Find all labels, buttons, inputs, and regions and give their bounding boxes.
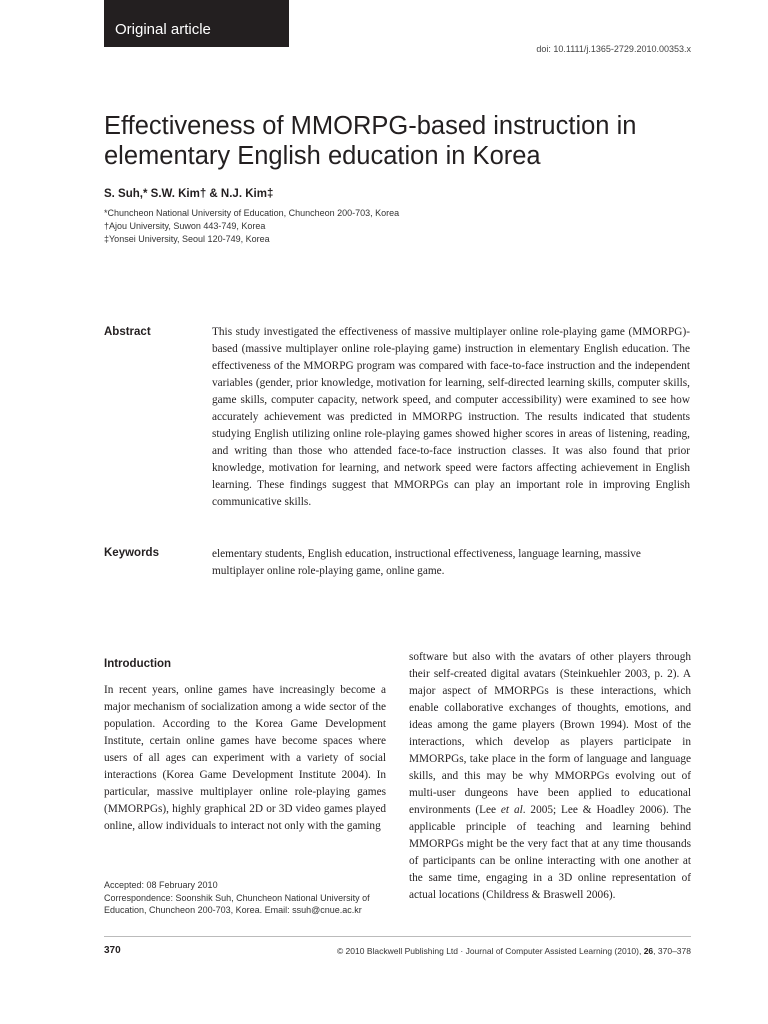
introduction-column-right: [409, 649, 691, 904]
introduction-column-left: In recent years, online games have increasingly become a major mechanism of socialization among a wide sector of the population. According to the Korea Game Development Institute, certain online games have become spaces where users of all ages can experiment with a variety of social interactions (Korea Game Development Institute 2004). In particular, massive multiplayer online role-playing games (MMORPGs), highly graphical 2D or 3D video games played online, allow individuals to interact not only with the gaming: [104, 684, 386, 832]
article-type-label: Original article: [115, 21, 211, 38]
footer-divider: [104, 936, 691, 937]
abstract-text: This study investigated the effectiveness of massive multiplayer online role-playing game (MMORPG)-based (massive multiplayer online role-playing game) instruction in elementary English education. The effectiveness of the MMORPG program was compared with face-to-face instruction and the independent variables (gender, prior knowledge, motivation for learning, self-directed learning skills, computer skills, game skills, computer capacity, network speed, and computer accessibility) were examined to see how accurately achievement was predicted in MMORPG instruction. The results indicated that students studying English utilizing online role-playing games showed higher scores in areas of listening, reading, and writing than those who attended face-to-face instruction classes. It was also found that prior knowledge, motivation for learning, and network speed were factors affecting achievement in English learning. These findings suggest that MMORPGs can play an important role in improving English communicative skills.: [212, 326, 690, 508]
article-title: Effectiveness of MMORPG-based instruction in elementary English education in Korea: [104, 112, 637, 170]
article-type-banner: [104, 0, 289, 47]
article-notes: [104, 879, 394, 917]
et-al-italic: et al: [500, 804, 523, 816]
abstract-label: Abstract: [104, 326, 151, 338]
column-right-text-b: . 2005; Lee & Hoadley 2006). The applicable principle of teaching and learning behind MMORPGs might be the very fact that at any time thousands of participants can be online interacting with one another at the same time, engaging in a 3D online representation of actual locations (Childress & Braswell 2006).: [409, 804, 692, 901]
correspondence: Correspondence: Soonshik Suh, Chuncheon National University of Education, Chuncheon 200-703, Korea. Email: ssuh@cnue.ac.kr: [104, 892, 370, 915]
page-number: 370: [104, 945, 121, 956]
footer-volume: 26: [643, 946, 654, 956]
column-right-text-a: software but also with the avatars of other players through their self-created digital avatars (Steinkuehler 2003, p. 2). A major aspect of MMORPGs is these interactions, which enable collaborative exchanges of thoughts, emotions, and ideas among the game players (Brown 1994). Most of the interactions, which develop as players participate in MMORPGs, take place in the form of language and language skills, and this may be why MMORPGs evolving out of multi-user dungeons have been applied to educational environments (Lee: [409, 651, 691, 816]
affiliation-1: *Chuncheon National University of Education, Chuncheon 200-703, Korea: [104, 208, 400, 218]
footer-pages: , 370–378: [653, 946, 691, 956]
affiliation-3: ‡Yonsei University, Seoul 120-749, Korea: [104, 234, 270, 244]
affiliation-2: †Ajou University, Suwon 443-749, Korea: [104, 221, 266, 231]
keywords-label: Keywords: [104, 547, 159, 559]
affiliations: [104, 207, 399, 246]
introduction-heading: Introduction: [104, 658, 172, 670]
footer-citation: [337, 946, 691, 956]
doi[interactable]: doi: 10.1111/j.1365-2729.2010.00353.x: [536, 44, 691, 54]
keywords-text: elementary students, English education, instructional effectiveness, language learning, massive multiplayer online role-playing game, online game.: [212, 548, 641, 577]
footer-copyright: © 2010 Blackwell Publishing Ltd · Journal of Computer Assisted Learning (2010),: [336, 946, 644, 956]
accepted-date: Accepted: 08 February 2010: [104, 880, 218, 890]
author-list: S. Suh,* S.W. Kim† & N.J. Kim‡: [104, 188, 274, 200]
